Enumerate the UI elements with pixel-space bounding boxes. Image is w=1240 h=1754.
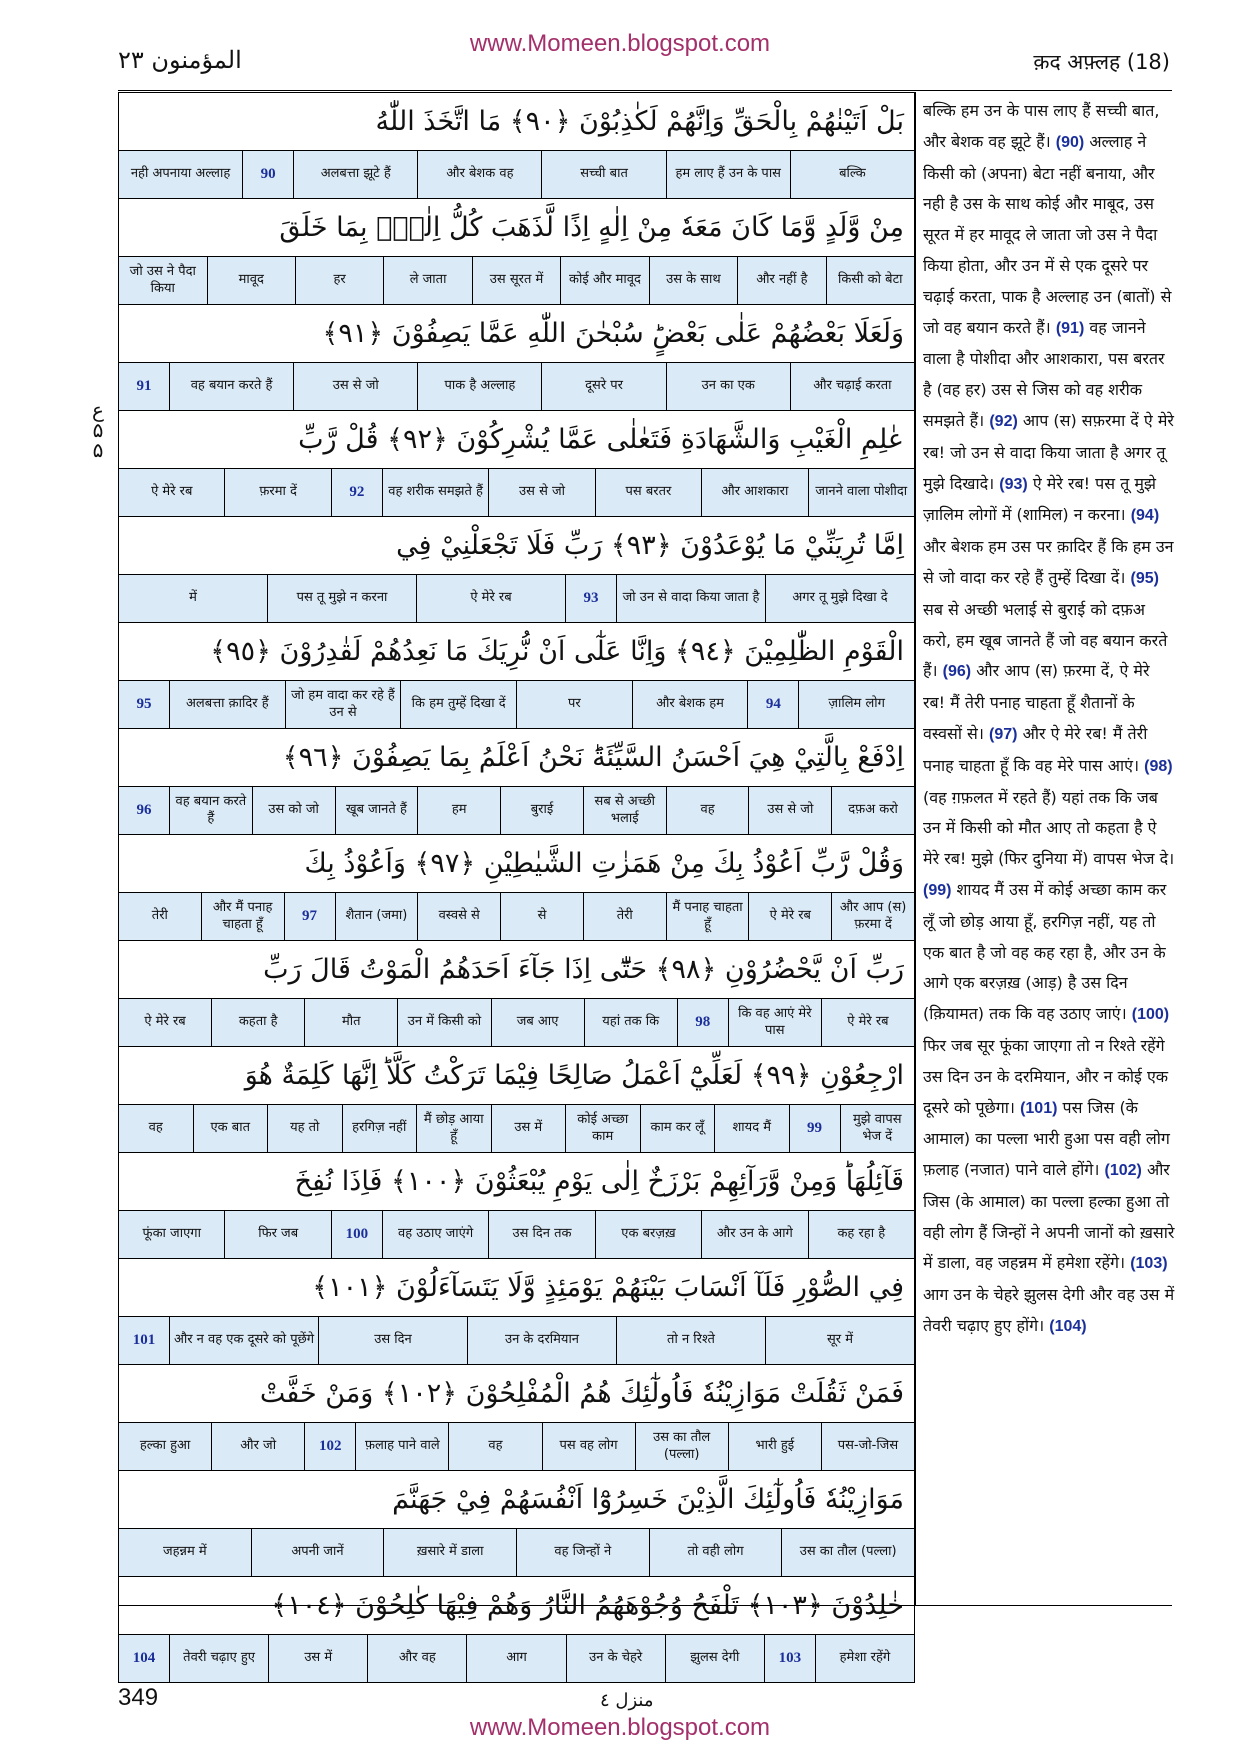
gloss-cell: खूब जानते हैं <box>335 787 418 834</box>
gloss-cell: उस दिन तक <box>488 1211 594 1258</box>
gloss-row <box>119 787 914 835</box>
verse-arabic-line: خٰلِدُوْنَ ﴿١٠٣﴾ تَلْفَحُ وُجُوْهَهُمُ النَّارُ وَهُمْ فِيْهَا كٰلِحُوْنَ ﴿١٠٤﴾ <box>119 1577 914 1635</box>
verse-number-cell: 94 <box>747 681 798 728</box>
verse-arabic-line: الْقَوْمِ الظّٰلِمِيْنَ ﴿٩٤﴾ وَاِنَّا عَلٰٓى اَنْ نُّرِيَكَ مَا نَعِدُهُمْ لَقٰدِرُوْنَ ﴿٩٥﴾ <box>119 623 914 681</box>
verse-arabic-line: قَآئِلُهَاؕ وَمِنْ وَّرَآئِهِمْ بَرْزَخٌ اِلٰى يَوْمِ يُبْعَثُوْنَ ﴿١٠٠﴾ فَاِذَا نُفِخَ <box>119 1153 914 1211</box>
translation-verse-number: (94) <box>1130 507 1160 525</box>
verse-number-cell: 92 <box>331 469 382 516</box>
gloss-cell: वह <box>148 1120 163 1136</box>
gloss-cell: जो हम वादा कर रहे हैं उन से <box>285 681 401 728</box>
gloss-cell: अलबत्ता झूटे हैं <box>293 151 417 198</box>
header-rule <box>118 90 1172 91</box>
gloss-cell: और आप (स) फ़रमा दें <box>831 893 914 940</box>
gloss-cell: वह जिन्हों ने <box>516 1529 649 1576</box>
surah-title: المؤمنون ٢٣ <box>118 46 242 74</box>
gloss-cell: कहता है <box>211 999 304 1046</box>
verse-number-cell: 104 <box>132 1650 156 1667</box>
gloss-cell: कि वह आएं मेरे पास <box>728 999 821 1046</box>
gloss-cell: उस दिन <box>318 1317 467 1364</box>
gloss-cell: जहन्नम में <box>162 1544 207 1560</box>
verse-arabic-line: اِدْفَعْ بِالَّتِيْ هِيَ اَحْسَنُ السَّيِّئَةَؕ نَحْنُ اَعْلَمُ بِمَا يَصِفُوْنَ ﴿٩٦﴾ <box>119 729 914 787</box>
verse-arabic-line: وَلَعَلَا بَعْضُهُمْ عَلٰى بَعْضٍؕ سُبْحٰنَ اللّٰهِ عَمَّا يَصِفُوْنَ ﴿٩١﴾ <box>119 305 914 363</box>
translation-verse-number: (95) <box>1130 569 1159 587</box>
gloss-cell: ऐ मेरे रब <box>151 484 193 500</box>
verse-number-cell: 102 <box>304 1423 355 1470</box>
translation-text: फिर जब सूर फूंका जाएगा तो न रिश्ते रहेंगे उस दिन उन के दरमियान, और न कोई एक दूसरे को पूछेगा। <box>923 1035 1169 1117</box>
verse-number-cell: 101 <box>132 1332 156 1349</box>
translation-verse-number: (90) <box>1055 133 1085 151</box>
gloss-cell: पाक है अल्लाह <box>417 363 541 410</box>
gloss-row <box>119 893 914 941</box>
gloss-cell: हम लाए हैं उन के पास <box>666 151 790 198</box>
gloss-cell: सच्ची बात <box>541 151 665 198</box>
translation-text: ऐ मेरे रब! पस तू मुझे ज़ालिम लोगों में (शामिल) न करना। <box>923 473 1157 525</box>
gloss-cell: तो न रिश्ते <box>616 1317 765 1364</box>
gloss-cell: और मैं पनाह चाहता हूँ <box>201 893 284 940</box>
gloss-cell: कि हम तुम्हें दिखा दें <box>400 681 516 728</box>
gloss-row <box>119 363 914 411</box>
translation-verse-number: (97) <box>989 725 1018 743</box>
gloss-row <box>119 257 914 305</box>
gloss-row <box>119 999 914 1047</box>
gloss-cell: और बेशक हम <box>632 681 748 728</box>
gloss-cell: भारी हुई <box>728 1423 821 1470</box>
gloss-cell: वस्वसे से <box>417 893 500 940</box>
word-by-word-grid <box>118 92 915 1683</box>
gloss-cell: उन के चेहरे <box>566 1635 665 1682</box>
gloss-cell: बल्कि <box>790 151 914 198</box>
gloss-cell: कोई अच्छा काम <box>565 1105 640 1152</box>
gloss-cell: एक बात <box>193 1105 268 1152</box>
gloss-cell: ऐ मेरे रब <box>416 575 565 622</box>
gloss-cell: शायद मैं <box>714 1105 789 1152</box>
gloss-cell: उस को जो <box>252 787 335 834</box>
gloss-cell: उस के साथ <box>649 257 737 304</box>
translation-text: बल्कि हम उन के पास लाए हैं सच्ची बात, और बेशक वह झूटे हैं। <box>923 101 1160 151</box>
gloss-cell: तेवरी चढ़ाए हुए <box>169 1635 268 1682</box>
gloss-cell: ऐ मेरे रब <box>144 1014 186 1030</box>
gloss-cell: मैं पनाह चाहता हूँ <box>666 893 749 940</box>
gloss-cell: और नहीं है <box>737 257 825 304</box>
gloss-cell: उन का एक <box>666 363 790 410</box>
translation-verse-number: (101) <box>1020 1099 1058 1117</box>
gloss-cell: और चढ़ाई करता <box>790 363 914 410</box>
verse-arabic-line: ارْجِعُوْنِ ﴿٩٩﴾ لَعَلِّيْٓ اَعْمَلُ صَالِحًا فِيْمَا تَرَكْتُ كَلَّاؕ اِنَّهَا كَلِمَةٌ هُوَ <box>119 1047 914 1105</box>
gloss-cell: किसी को बेटा <box>826 257 914 304</box>
translation-text: आग उन के चेहरे झुलस देगी और वह उस में तेवरी चढ़ाए हुए होंगे। <box>923 1285 1175 1336</box>
gloss-cell: उस से जो <box>293 363 417 410</box>
gloss-row <box>119 469 914 517</box>
page-number: 349 <box>118 1684 159 1711</box>
gloss-cell: वह बयान करते हैं <box>169 363 293 410</box>
gloss-cell: उस में <box>491 1105 566 1152</box>
translation-verse-number: (104) <box>1049 1318 1087 1336</box>
verse-number-cell: 93 <box>565 575 616 622</box>
gloss-cell: और वह <box>367 1635 466 1682</box>
translation-text: वह जानने वाला है पोशीदा और आशकारा, पस बरतर है (वह हर) उस से जिस को वह शरीक समझते हैं। <box>923 317 1165 430</box>
juz-title: क़द अफ़्लह (18) <box>1033 50 1170 74</box>
gloss-cell: पर <box>516 681 632 728</box>
translation-verse-number: (98) <box>1144 757 1173 775</box>
gloss-cell: दूसरे पर <box>541 363 665 410</box>
translation-text: शायद मैं उस में कोई अच्छा काम कर लूँ जो छोड़ आया हूँ, हरगिज़ नहीं, यह तो एक बात है जो वह कह रहा है, और उन के आगे एक बरज़ख़ (आड़) है उस दिन (क़ियामत) तक कि वह उठाए जाएं। <box>923 879 1167 1024</box>
gloss-cell: हल्का हुआ <box>139 1438 191 1454</box>
gloss-cell: और आशकारा <box>701 469 807 516</box>
verse-arabic-line: رَبِّ اَنْ يَّحْضُرُوْنِ ﴿٩٨﴾ حَتّٰٓى اِذَا جَآءَ اَحَدَهُمُ الْمَوْتُ قَالَ رَبِّ <box>119 941 914 999</box>
gloss-cell: तेरी <box>583 893 666 940</box>
gloss-cell: ख़सारे में डाला <box>383 1529 516 1576</box>
gloss-cell: आग <box>466 1635 565 1682</box>
gloss-cell: काम कर लूँ <box>640 1105 715 1152</box>
verse-arabic-line: عٰلِمِ الْغَيْبِ وَالشَّهَادَةِ فَتَعٰلٰى عَمَّا يُشْرِكُوْنَ ﴿٩٢﴾ قُلْ رَّبِّ <box>119 411 914 469</box>
gloss-cell: मौत <box>304 999 397 1046</box>
translation-text: और जिस (के आमाल) का पल्ला हल्का हुआ तो वही लोग हैं जिन्हों ने अपनी जानों को ख़सारे में डाला, वह जहन्नम में हमेशा रहेंगे। <box>923 1160 1175 1273</box>
verse-number-cell: 99 <box>789 1105 840 1152</box>
gloss-cell: उस सूरत में <box>472 257 560 304</box>
gloss-cell: उस का तौल (पल्ला) <box>635 1423 728 1470</box>
gloss-cell: से <box>500 893 583 940</box>
gloss-cell: फ़रमा दें <box>224 469 330 516</box>
gloss-cell: सूर में <box>765 1317 914 1364</box>
gloss-cell: तो वही लोग <box>649 1529 782 1576</box>
gloss-cell: नही अपनाया अल्लाह <box>130 166 231 182</box>
manzil-label: منزل ٤ <box>600 1690 654 1711</box>
gloss-cell: कोई और मावूद <box>560 257 648 304</box>
translation-text: सब से अच्छी भलाई से बुराई को दफ़अ करो, हम खूब जानते हैं जो वह बयान करते हैं। <box>923 599 1168 681</box>
translation-text: पस जिस (के आमाल) का पल्ला भारी हुआ पस वही लोग फ़लाह (नजात) पाने वाले होंगे। <box>923 1097 1170 1180</box>
gloss-cell: फ़लाह पाने वाले <box>355 1423 448 1470</box>
gloss-cell: उन के दरमियान <box>467 1317 616 1364</box>
gloss-cell: अपनी जानें <box>251 1529 384 1576</box>
gloss-cell: सब से अच्छी भलाई <box>583 787 666 834</box>
gloss-cell: उन में किसी को <box>397 999 490 1046</box>
gloss-cell: और बेशक वह <box>417 151 541 198</box>
translation-text: अल्लाह ने किसी को (अपना) बेटा नहीं बनाया, और नही है उस के साथ कोई और माबूद, उस सूरत में हर मावूद ले जाता जो उस ने पैदा किया होता, और उन में से एक दूसरे पर चढ़ाई करता, पाक है अल्लाह उन (बातों) से जो वह बयान करते हैं। <box>923 131 1172 337</box>
verse-arabic-line: اِمَّا تُرِيَنِّيْ مَا يُوْعَدُوْنَ ﴿٩٣﴾ رَبِّ فَلَا تَجْعَلْنِيْ فِي <box>119 517 914 575</box>
gloss-row <box>119 1317 914 1365</box>
gloss-row <box>119 1529 914 1577</box>
verse-arabic-line: فِي الصُّوْرِ فَلَآ اَنْسَابَ بَيْنَهُمْ يَوْمَئِذٍ وَّلَا يَتَسَآءَلُوْنَ ﴿١٠١﴾ <box>119 1259 914 1317</box>
translation-verse-number: (93) <box>999 475 1028 493</box>
gloss-cell: हर <box>295 257 383 304</box>
gloss-cell: हरगिज़ नहीं <box>342 1105 417 1152</box>
gloss-cell: बुराई <box>500 787 583 834</box>
verse-arabic-line: مِنْ وَّلَدٍ وَّمَا كَانَ مَعَهٗ مِنْ اِلٰهٍ اِذًا لَّذَهَبَ كُلُّ اِلٰهٍۢ بِمَا خَلَقَ <box>119 199 914 257</box>
verse-number-cell: 91 <box>136 378 152 395</box>
gloss-cell: फिर जब <box>224 1211 330 1258</box>
gloss-cell: उस से जो <box>488 469 594 516</box>
gloss-cell: ऐ मेरे रब <box>821 999 914 1046</box>
translation-verse-number: (100) <box>1131 1006 1170 1024</box>
gloss-cell: मैं छोड़ आया हूँ <box>416 1105 491 1152</box>
gloss-cell: ऐ मेरे रब <box>748 893 831 940</box>
gloss-cell: यहां तक कि <box>584 999 677 1046</box>
gloss-cell: उस का तौल (पल्ला) <box>781 1529 914 1576</box>
verse-number-cell: 90 <box>242 151 293 198</box>
gloss-cell: हमेशा रहेंगे <box>815 1635 914 1682</box>
gloss-cell: अगर तू मुझे दिखा दे <box>765 575 914 622</box>
verse-arabic-line: بَلْ اَتَيْنٰهُمْ بِالْحَقِّ وَاِنَّهُمْ لَكٰذِبُوْنَ ﴿٩٠﴾ مَا اتَّخَذَ اللّٰهُ <box>119 93 914 151</box>
translation-text: और ऐ मेरे रब! मैं तेरी पनाह चाहता हूँ कि वह मेरे पास आएं। <box>923 723 1148 775</box>
translation-verse-number: (92) <box>989 412 1018 430</box>
website-url-top: www.Momeen.blogspot.com <box>469 30 771 57</box>
gloss-cell: तेरी <box>151 908 168 924</box>
verse-number-cell: 95 <box>136 696 152 713</box>
gloss-cell: अलबत्ता क़ादिर हैं <box>169 681 285 728</box>
gloss-cell: हम <box>417 787 500 834</box>
gloss-cell: एक बरज़ख़ <box>595 1211 701 1258</box>
gloss-cell: वह <box>666 787 749 834</box>
gloss-cell: में <box>189 590 197 606</box>
verse-number-cell: 103 <box>764 1635 815 1682</box>
gloss-cell: ज़ालिम लोग <box>798 681 914 728</box>
verse-number-cell: 98 <box>677 999 728 1046</box>
gloss-cell: पस वह लोग <box>542 1423 635 1470</box>
verse-number-cell: 97 <box>284 893 335 940</box>
gloss-cell: उस से जो <box>748 787 831 834</box>
verse-number-cell: 96 <box>136 802 152 819</box>
gloss-cell: मावूद <box>207 257 295 304</box>
gloss-cell: पस बरतर <box>595 469 701 516</box>
gloss-cell: पस तू मुझे न करना <box>267 575 416 622</box>
translation-verse-number: (99) <box>923 881 952 899</box>
gloss-cell: कह रहा है <box>808 1211 914 1258</box>
translation-verse-number: (91) <box>1055 319 1085 337</box>
translation-column <box>923 96 1175 1343</box>
gloss-row <box>119 151 914 199</box>
gloss-row <box>119 575 914 623</box>
translation-text: और बेशक हम उस पर क़ादिर हैं कि हम उन से जो वादा कर रहे हैं तुम्हें दिखा दें। <box>923 537 1174 587</box>
gloss-cell: दफ़अ करो <box>831 787 914 834</box>
gloss-cell: वह बयान करते हैं <box>169 787 252 834</box>
ruku-marker: ع ۵ ۵ <box>92 398 104 462</box>
gloss-row <box>119 1105 914 1153</box>
translation-text: और आप (स) फ़रमा दें, ऐ मेरे रब! मैं तेरी पनाह चाहता हूँ शैतानों के वस्वसों से। <box>923 661 1150 743</box>
translation-verse-number: (102) <box>1104 1162 1142 1180</box>
gloss-cell: और उन के आगे <box>701 1211 807 1258</box>
gloss-cell: उस में <box>268 1635 367 1682</box>
translation-verse-number: (103) <box>1130 1255 1168 1273</box>
verse-arabic-line: وَقُلْ رَّبِّ اَعُوْذُ بِكَ مِنْ هَمَزٰتِ الشَّيٰطِيْنِ ﴿٩٧﴾ وَاَعُوْذُ بِكَ <box>119 835 914 893</box>
gloss-cell: शैतान (जमा) <box>335 893 418 940</box>
gloss-row <box>119 1423 914 1471</box>
verse-arabic-line: فَمَنْ ثَقُلَتْ مَوَازِيْنُهٗ فَاُولٰٓئِكَ هُمُ الْمُفْلِحُوْنَ ﴿١٠٢﴾ وَمَنْ خَفَّتْ <box>119 1365 914 1423</box>
column-divider <box>915 92 916 1605</box>
verse-number-cell: 100 <box>331 1211 382 1258</box>
gloss-cell: जो उस ने पैदा किया <box>129 264 196 296</box>
translation-verse-number: (96) <box>942 663 972 681</box>
gloss-cell: जानने वाला पोशीदा <box>808 469 914 516</box>
gloss-cell: जब आए <box>491 999 584 1046</box>
gloss-cell: झुलस देगी <box>665 1635 764 1682</box>
footer-rule <box>118 1605 1172 1606</box>
translation-text: आप (स) सफ़रमा दें ऐ मेरे रब! जो उन से वादा किया जाता है अगर तू मुझे दिखादे। <box>923 410 1174 493</box>
gloss-row <box>119 1211 914 1259</box>
gloss-cell: ले जाता <box>383 257 471 304</box>
gloss-cell: मुझे वापस भेज दें <box>840 1105 915 1152</box>
gloss-cell: वह <box>448 1423 541 1470</box>
translation-text: (वह ग़फ़लत में रहते हैं) यहां तक कि जब उन में किसी को मौत आए तो कहता है ऐ मेरे रब! मुझे (फिर दुनिया में) वापस भेज दे। <box>923 787 1175 869</box>
gloss-cell: वह उठाए जाएंगे <box>382 1211 488 1258</box>
gloss-cell: फूंका जाएगा <box>142 1226 201 1242</box>
gloss-cell: और जो <box>211 1423 304 1470</box>
gloss-cell: जो उन से वादा किया जाता है <box>616 575 765 622</box>
verse-arabic-line: مَوَازِيْنُهٗ فَاُولٰٓئِكَ الَّذِيْنَ خَسِرُوْٓا اَنْفُسَهُمْ فِيْ جَهَنَّمَ <box>119 1471 914 1529</box>
gloss-cell: वह शरीक समझते हैं <box>382 469 488 516</box>
gloss-cell: और न वह एक दूसरे को पूछेंगे <box>169 1317 318 1364</box>
gloss-row <box>119 1635 914 1682</box>
gloss-cell: पस-जो-जिस <box>821 1423 914 1470</box>
website-url-bottom: www.Momeen.blogspot.com <box>469 1714 771 1741</box>
gloss-cell: यह तो <box>267 1105 342 1152</box>
gloss-row <box>119 681 914 729</box>
